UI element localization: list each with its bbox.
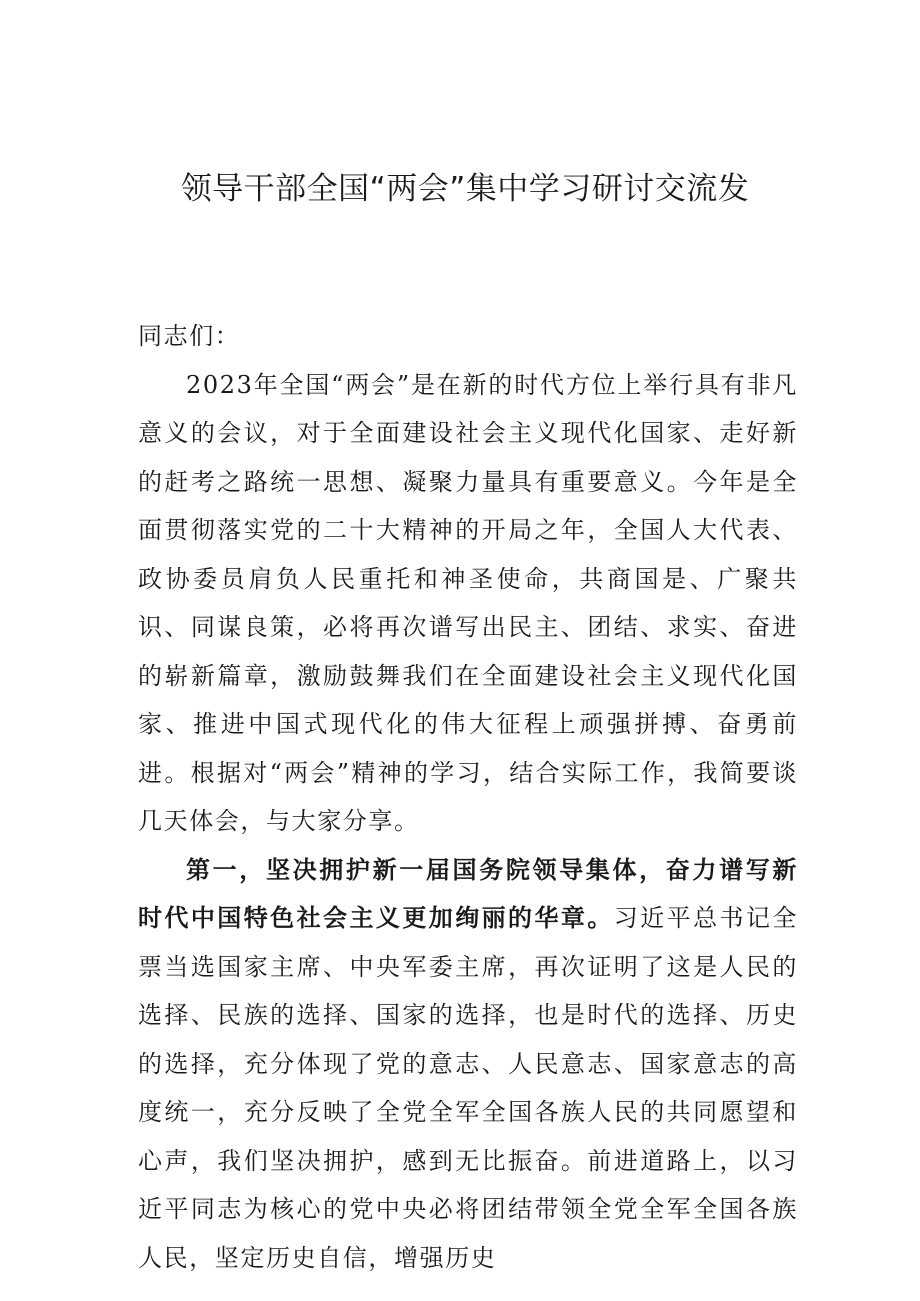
document-body (138, 312, 798, 1282)
paragraph-first-point-heading: 第一，坚决拥护新一届国务院领导集体，奋力谱写新时代中国特色社会主义更加绚丽的华章。 (138, 855, 798, 932)
greeting: 同志们： (138, 322, 241, 350)
paragraph-first-point-body: 习近平总书记全票当选国家主席、中央军委主席，再次证明了这是人民的选择、民族的选择、国家的选择，也是时代的选择、历史的选择，充分体现了党的意志、人民意志、国家意志的高度统一，充分反映了全党全军全国各族人民的共同愿望和心声，我们坚决拥护，感到无比振奋。前进道路上，以习近平同志为核心的党中央必将团结带领全党全军全国各族人民，坚定历史自信，增强历史 (138, 904, 798, 1272)
paragraph-intro: 2023年全国“两会”是在新的时代方位上举行具有非凡意义的会议，对于全面建设社会主义现代化国家、走好新的赶考之路统一思想、凝聚力量具有重要意义。今年是全面贯彻落实党的二十大精神的开局之年，全国人大代表、政协委员肩负人民重托和神圣使命，共商国是、广聚共识、同谋良策，必将再次谱写出民主、团结、求实、奋进的崭新篇章，激励鼓舞我们在全面建设社会主义现代化国家、推进中国式现代化的伟大征程上顽强拼搏、奋勇前进。根据对“两会”精神的学习，结合实际工作，我简要谈几天体会，与大家分享。 (138, 370, 798, 835)
document-title: 领导干部全国“两会”集中学习研讨交流发 (180, 171, 750, 207)
paragraph-first-point (138, 846, 798, 1283)
